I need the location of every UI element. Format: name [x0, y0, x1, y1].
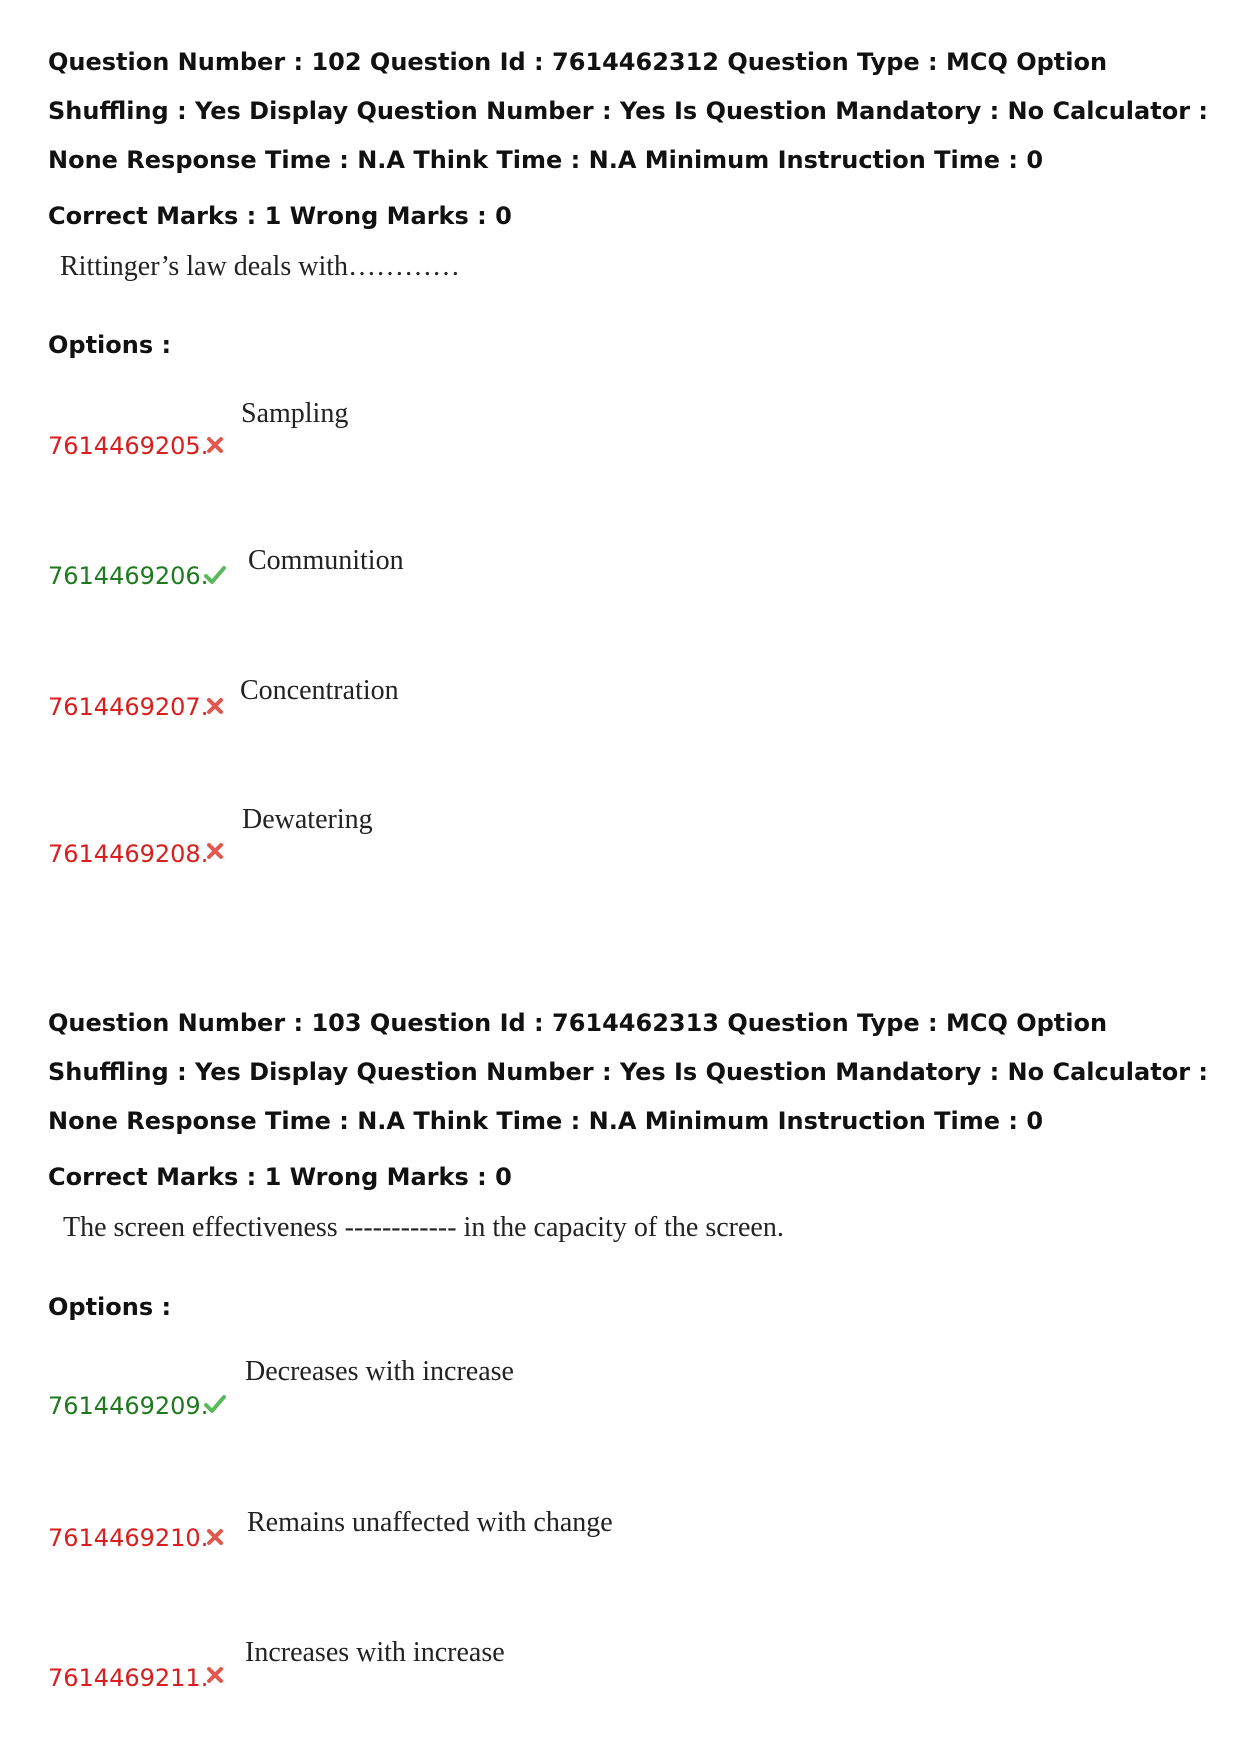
- question-marks: Correct Marks : 1 Wrong Marks : 0: [48, 1163, 512, 1191]
- option-id: 7614469205.: [48, 432, 209, 460]
- question-meta: Question Number : 102 Question Id : 7614462312 Question Type : MCQ Option Shuffling : Yes Display Question Number : Yes Is Question Mandatory : No Calculator : None Response Time : N.A Think Time : N.A Minimum Instruction Time : 0: [48, 48, 1208, 174]
- question-text: Rittinger’s law deals with…………: [60, 251, 460, 282]
- cross-icon: [205, 1527, 225, 1547]
- option-text: Sampling: [241, 398, 349, 429]
- question-text: The screen effectiveness ------------ in the capacity of the screen.: [63, 1212, 784, 1243]
- option-text: Decreases with increase: [245, 1356, 514, 1387]
- option-text: Remains unaffected with change: [247, 1507, 613, 1538]
- option-id: 7614469208.: [48, 840, 209, 868]
- check-icon: [203, 565, 227, 585]
- cross-icon: [205, 1665, 225, 1685]
- cross-icon: [205, 435, 225, 455]
- question-meta: Question Number : 103 Question Id : 7614462313 Question Type : MCQ Option Shuffling : Yes Display Question Number : Yes Is Question Mandatory : No Calculator : None Response Time : N.A Think Time : N.A Minimum Instruction Time : 0: [48, 1009, 1208, 1135]
- question-marks: Correct Marks : 1 Wrong Marks : 0: [48, 202, 512, 230]
- cross-icon: [205, 841, 225, 861]
- cross-icon: [205, 696, 225, 716]
- option-id: 7614469207.: [48, 693, 209, 721]
- option-text: Communition: [248, 545, 404, 576]
- option-id: 7614469209.: [48, 1392, 209, 1420]
- check-icon: [203, 1394, 227, 1414]
- option-id: 7614469206.: [48, 562, 209, 590]
- options-label: Options :: [48, 1293, 172, 1321]
- options-label: Options :: [48, 331, 172, 359]
- option-text: Concentration: [240, 675, 399, 706]
- option-id: 7614469210.: [48, 1524, 209, 1552]
- option-text: Dewatering: [242, 804, 373, 835]
- option-id: 7614469211.: [48, 1664, 209, 1692]
- option-text: Increases with increase: [245, 1637, 505, 1668]
